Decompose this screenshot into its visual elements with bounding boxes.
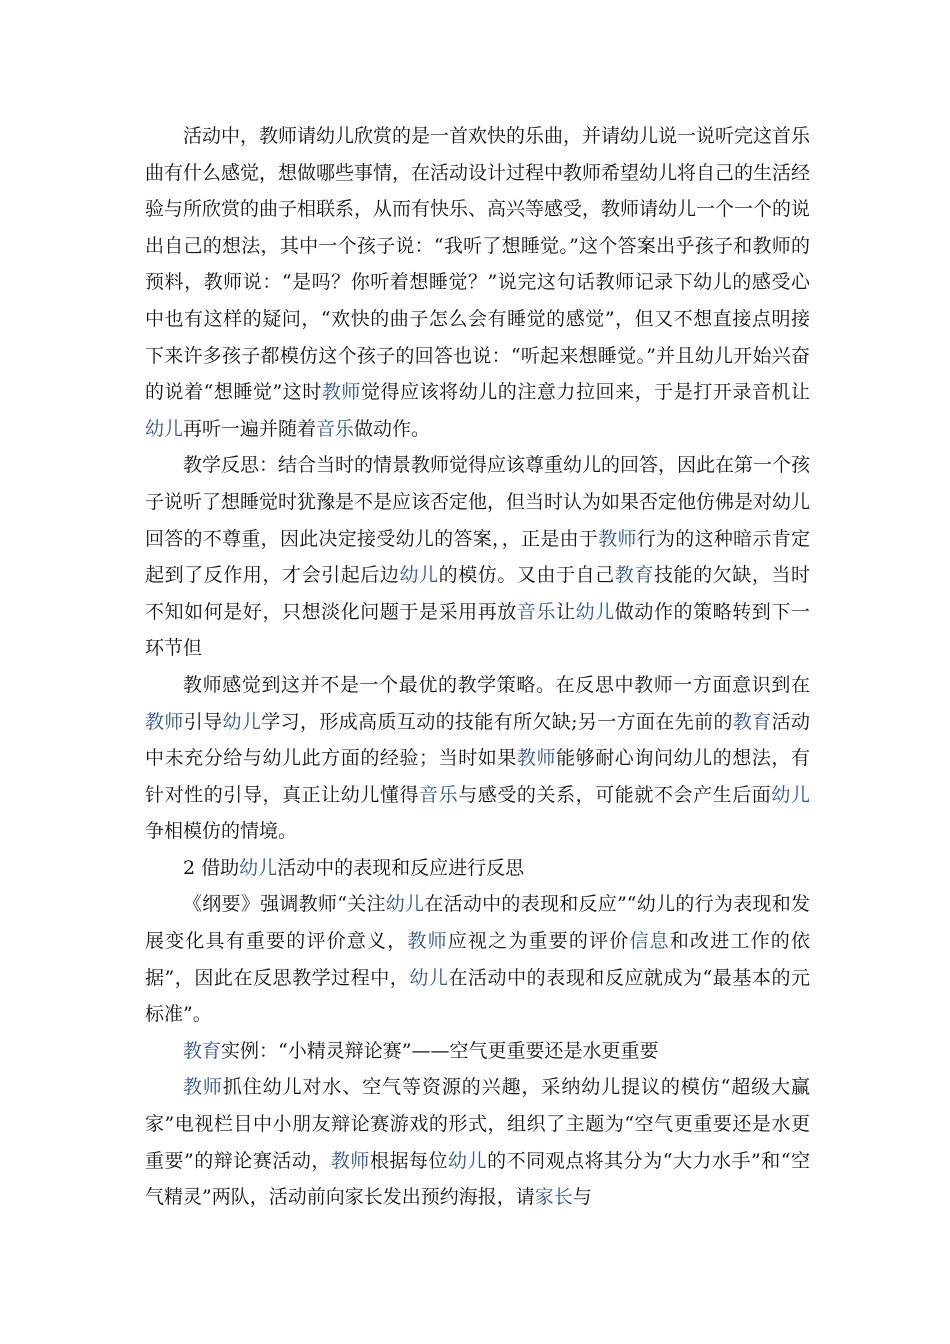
keyword-link[interactable]: 幼儿 [409, 966, 449, 989]
text-segment: 能够耐心询问幼儿的想法，有针对性的引导，真正让幼儿懂得 [145, 747, 810, 806]
keyword-link[interactable]: 教师 [330, 1149, 370, 1172]
text-segment: 活动中，教师请幼儿欣赏的是一首欢快的乐曲，并请幼儿说一说听完这首乐曲有什么感觉，想做哪些事情，在活动设计过程中教师希望幼儿将自己的生活经验与所欣赏的曲子相联系，从而有快乐、高兴等感受，教师请幼儿一个一个的说出自己的想法，其中一个孩子说：“我听了想睡觉。”这个答案出乎孩子和教师的预料，教师说：“是吗？你听着想睡觉？”说完这句话教师记录下幼儿的感受心中也有这样的疑问，“欢快的曲子怎么会有睡觉的感觉”，但又不想直接点明接下来许多孩子都模仿这个孩子的回答也说：“听起来想睡觉。”并且幼儿开始兴奋的说着“想睡觉”这时 [145, 125, 811, 404]
keyword-link[interactable]: 教师 [598, 527, 637, 550]
keyword-link[interactable]: 幼儿 [771, 783, 810, 806]
text-segment: 再听一遍并随着 [183, 417, 317, 440]
document-body [145, 118, 810, 1216]
keyword-link[interactable]: 音乐 [516, 600, 557, 623]
text-segment: 在活动中的表现和反应”“幼儿的行为表现和发展变化具有重要的评价意义， [145, 893, 810, 953]
keyword-link[interactable]: 幼儿 [222, 710, 262, 733]
paragraph-teaching-reflection [145, 447, 810, 667]
text-segment: 做动作。 [354, 417, 431, 440]
text-segment: 应视之为重要的评价 [447, 930, 630, 953]
keyword-link[interactable]: 教师 [516, 747, 557, 770]
keyword-link[interactable]: 幼儿 [448, 1149, 488, 1172]
keyword-link[interactable]: 教育 [183, 1039, 222, 1062]
text-segment: 技能的欠缺，当时不知如何是好，只想淡化问题于是采用再放 [145, 564, 810, 623]
keyword-link[interactable]: 教师 [321, 381, 361, 404]
keyword-link[interactable]: 幼儿 [575, 600, 615, 623]
paragraph-debate-example [145, 1069, 810, 1215]
text-segment: 教学反思：结合当时的情景教师觉得应该尊重幼儿的回答，因此在第一个孩子说听了想睡觉时犹豫是不是应该否定他，但当时认为如果否定他仿佛是对幼儿回答的不尊重，因此决定接受幼儿的答案，，正是由于 [145, 454, 811, 550]
example-heading [145, 1033, 810, 1070]
keyword-link[interactable]: 家长 [534, 1186, 573, 1209]
text-segment: 根据每位 [369, 1149, 449, 1172]
keyword-link[interactable]: 幼儿 [399, 564, 439, 587]
text-segment: 教师感觉到这并不是一个最优的教学策略。在反思中教师一方面意识到在 [183, 673, 810, 696]
text-segment: 在活动中的表现和反应就成为“最基本的元标准”。 [145, 966, 810, 1026]
keyword-link[interactable]: 信息 [629, 930, 670, 953]
keyword-link[interactable]: 音乐 [419, 783, 459, 806]
text-segment: 的不同观点将其分为“大力水手”和“空气精灵”两队，活动前向家长发出预约海报，请 [145, 1149, 810, 1209]
keyword-link[interactable]: 音乐 [316, 417, 355, 440]
text-segment: 行为的这种暗示肯定起到了反作用，才会引起后边 [145, 527, 810, 587]
text-segment: 实例：“小精灵辩论赛”——空气更重要还是水更重要 [221, 1039, 659, 1062]
keyword-link[interactable]: 幼儿 [385, 893, 425, 916]
keyword-link[interactable]: 幼儿 [239, 856, 278, 879]
paragraph-activity-description [145, 118, 810, 447]
text-segment: 觉得应该将幼儿的注意力拉回来，于是打开录音机让 [360, 381, 810, 404]
text-segment: 争相模仿的情境。 [145, 820, 298, 843]
text-segment: 活动中未充分给与幼儿此方面的经验；当时如果 [145, 710, 810, 770]
paragraph-teacher-awareness [145, 667, 810, 850]
keyword-link[interactable]: 教师 [183, 1076, 223, 1099]
text-segment: 2 借助 [183, 856, 240, 879]
text-segment: 引导 [183, 710, 223, 733]
text-segment: 活动中的表现和反应进行反思 [277, 856, 525, 879]
section-heading-2 [145, 850, 810, 887]
text-segment: 的模仿。又由于自己 [438, 564, 615, 587]
keyword-link[interactable]: 教师 [145, 710, 184, 733]
keyword-link[interactable]: 幼儿 [145, 417, 184, 440]
text-segment: 与感受的关系，可能就不会产生后面 [458, 783, 772, 806]
paragraph-guideline-quote [145, 886, 810, 1032]
text-segment: 抓住幼儿对水、空气等资源的兴趣，采纳幼儿提议的模仿“超级大赢家”电视栏目中小朋友辩论赛游戏的形式，组织了主题为“空气更重要还是水更重要”的辩论赛活动， [145, 1076, 810, 1172]
keyword-link[interactable]: 教育 [732, 710, 772, 733]
text-segment: 让 [556, 600, 576, 623]
text-segment: 学习，形成高质互动的技能有所欠缺;另一方面在先前的 [261, 710, 733, 733]
text-segment: 《纲要》强调教师“关注 [183, 893, 386, 916]
text-segment: 做动作的策略转到下一环节但 [145, 600, 810, 660]
keyword-link[interactable]: 教育 [614, 564, 654, 587]
keyword-link[interactable]: 教师 [407, 930, 448, 953]
text-segment: 和改进工作的依据”，因此在反思教学过程中， [145, 930, 810, 989]
text-segment: 与 [572, 1186, 592, 1209]
